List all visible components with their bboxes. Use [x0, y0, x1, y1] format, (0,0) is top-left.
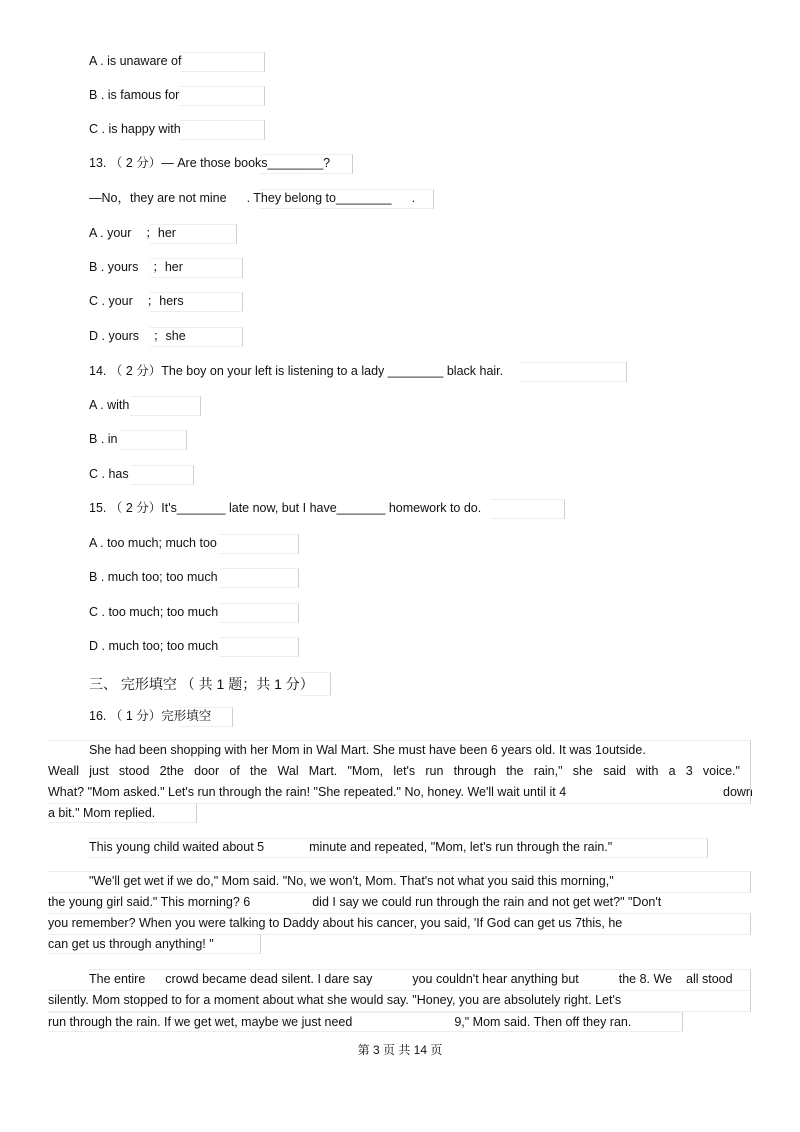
passage-line: you remember? When you were talking to Daddy about his cancer, you said, 'If God can get us 7this, he: [48, 916, 623, 930]
answer-box: [520, 362, 627, 382]
q12-option-a: A . is unaware of: [89, 54, 182, 68]
passage-line: a bit." Mom replied.: [48, 806, 156, 820]
answer-box: [490, 499, 565, 519]
q13-option-a: A . your ；her: [89, 226, 176, 240]
q15-stem: 15. （ 2 分）It's_______ late now, but I have_______ homework to do.: [89, 501, 482, 515]
answer-box: [180, 86, 265, 106]
q15-option-d: D . much too; too much: [89, 639, 219, 653]
q13-option-d: D . yours ；she: [89, 329, 186, 343]
answer-box: [220, 534, 299, 554]
passage-line: This young child waited about 5 minute and repeated, "Mom, let's run through the rain.": [89, 840, 613, 854]
q12-option-b: B . is famous for: [89, 88, 180, 102]
q16-stem: 16. （ 1 分）完形填空: [89, 709, 212, 723]
passage-line: run through the rain. If we get wet, maybe we just need 9," Mom said. Then off they ran.: [48, 1015, 632, 1029]
q15-option-b: B . much too; too much: [89, 570, 218, 584]
q15-option-a: A . too much; much too: [89, 536, 217, 550]
q14-option-a: A . with: [89, 398, 130, 412]
answer-box: [120, 430, 187, 450]
passage-line: The entire crowd became dead silent. I dare say you couldn't hear anything but the 8. We all stood: [89, 972, 733, 986]
answer-box: [130, 396, 201, 416]
section-heading: 三、 完形填空 （ 共 1 题；共 1 分）: [89, 676, 314, 692]
passage-line: She had been shopping with her Mom in Wal Mart. She must have been 6 years old. It was 1outside.: [89, 743, 646, 757]
answer-box: [220, 637, 299, 657]
passage-line: "We'll get wet if we do," Mom said. "No, we won't, Mom. That's not what you said this morning,": [89, 874, 614, 888]
passage-line: the young girl said." This morning? 6 did I say we could run through the rain and not get wet?" "Don't: [48, 895, 662, 909]
answer-box: [180, 120, 265, 140]
answer-box: [220, 603, 299, 623]
answer-box: [220, 568, 299, 588]
passage-line: Weall just stood 2the door of the Wal Mart. "Mom, let's run through the rain," she said with a 3 voice.": [48, 764, 740, 778]
q14-option-c: C . has: [89, 467, 129, 481]
passage-line: can get us through anything! ": [48, 937, 214, 951]
q12-option-c: C . is happy with: [89, 122, 181, 136]
passage-line: silently. Mom stopped to for a moment about what she would say. "Honey, you are absolutely right. Let's: [48, 993, 622, 1007]
q13-line2: —No，they are not mine . They belong to________ .: [89, 191, 416, 205]
q13-option-c: C . your ；hers: [89, 294, 184, 308]
q14-option-b: B . in: [89, 432, 118, 446]
q13-option-b: B . yours ；her: [89, 260, 183, 274]
q13-stem: 13. （ 2 分）— Are those books________?: [89, 156, 331, 170]
page-number: 第 3 页 共 14 页: [357, 1043, 443, 1057]
answer-box: [180, 52, 265, 72]
answer-box: [130, 465, 194, 485]
q15-option-c: C . too much; too much: [89, 605, 219, 619]
passage-line: down: [723, 785, 753, 799]
passage-line: What? "Mom asked." Let's run through the rain! "She repeated." No, honey. We'll wait until it 4: [48, 785, 567, 799]
q14-stem: 14. （ 2 分）The boy on your left is listening to a lady ________ black hair.: [89, 364, 504, 378]
